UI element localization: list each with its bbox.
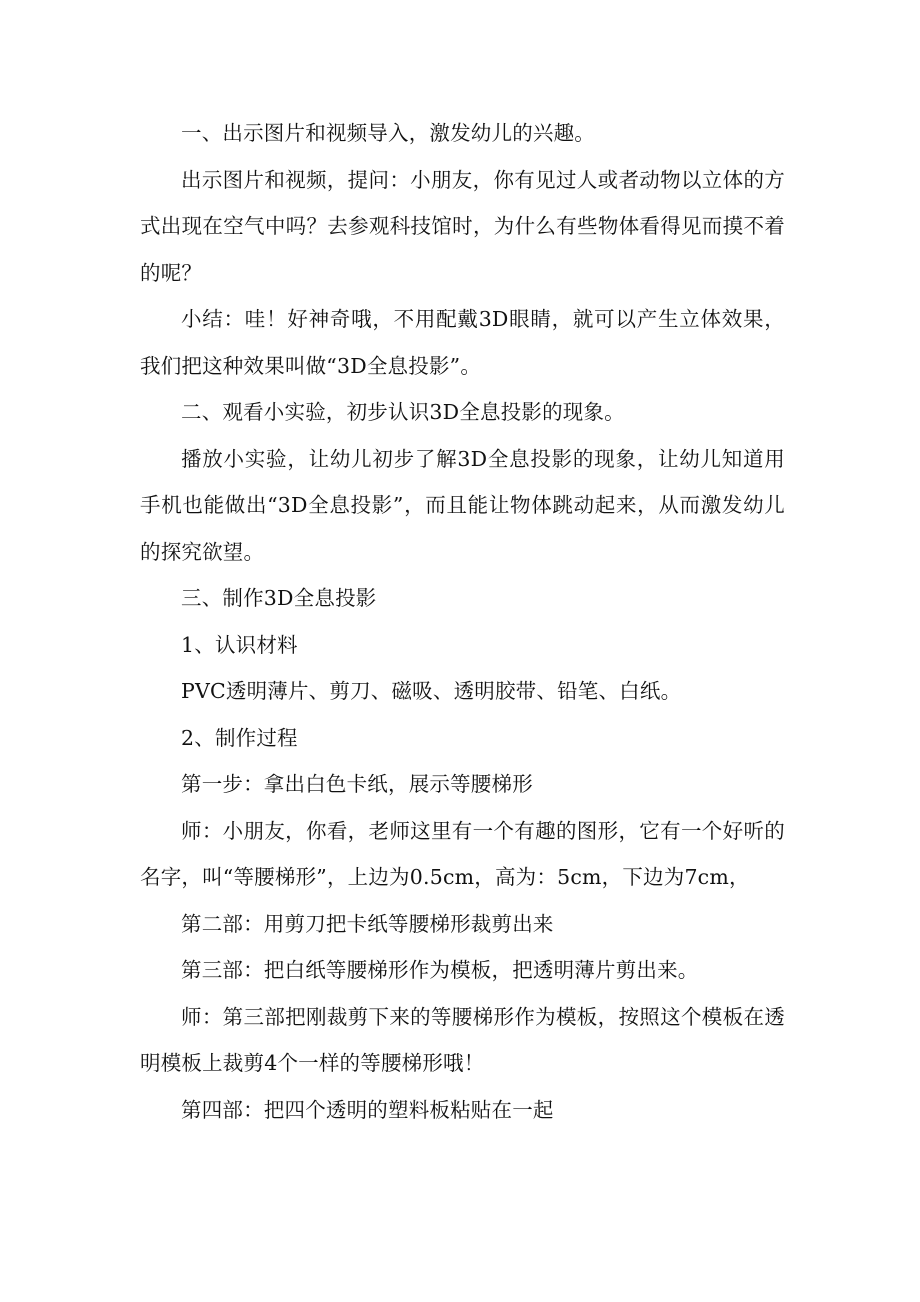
paragraph: 师：第三部把刚裁剪下来的等腰梯形作为模板，按照这个模板在透明模板上裁剪4个一样的等腰梯形哦！ [140,1004,785,1075]
step-line: 第二部：用剪刀把卡纸等腰梯形裁剪出来 [181,911,554,936]
step-line: 第四部：把四个透明的塑料板粘贴在一起 [181,1097,554,1122]
paragraph: PVC透明薄片、剪刀、磁吸、透明胶带、铅笔、白纸。 [181,679,682,703]
step-line: 第三部：把白纸等腰梯形作为模板，把透明薄片剪出来。 [181,958,699,982]
subheading: 2、制作过程 [181,725,298,750]
paragraph: 出示图片和视频，提问：小朋友，你有见过人或者动物以立体的方式出现在空气中吗？去参观科技馆时，为什么有些物体看得见而摸不着的呢？ [140,167,785,285]
step-line: 第一步：拿出白色卡纸，展示等腰梯形 [181,772,533,796]
paragraph: 师：小朋友，你看，老师这里有一个有趣的图形，它有一个好听的名字，叫“等腰梯形”，上边为0.5cm，高为：5cm，下边为7cm， [140,818,785,889]
subheading: 1、认识材料 [181,632,298,657]
section-heading-2: 二、观看小实验，初步认识3D全息投影的现象。 [181,400,625,424]
section-heading-1: 一、出示图片和视频导入，激发幼儿的兴趣。 [181,121,595,145]
paragraph: 小结：哇！好神奇哦，不用配戴3D眼睛，就可以产生立体效果，我们把这种效果叫做“3D全息投影”。 [140,307,785,378]
document-body [140,110,785,1133]
section-heading-3: 三、制作3D全息投影 [181,586,377,610]
paragraph: 播放小实验，让幼儿初步了解3D全息投影的现象，让幼儿知道用手机也能做出“3D全息投影”，而且能让物体跳动起来，从而激发幼儿的探究欲望。 [140,446,785,564]
